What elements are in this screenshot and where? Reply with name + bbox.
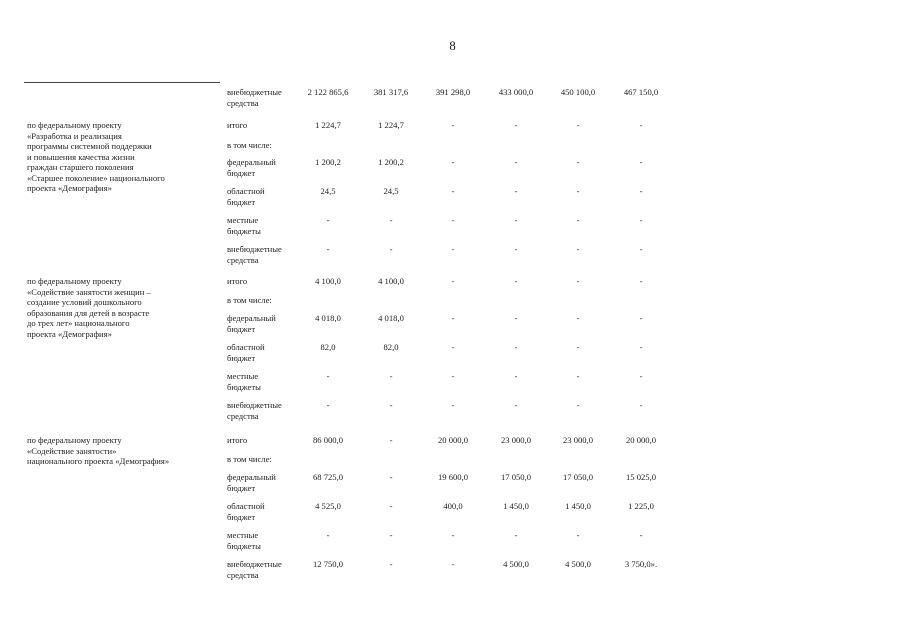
value-cell: 86 000,0 [312,435,344,445]
value-cell: - [326,244,330,254]
value-cell: - [639,276,643,286]
value-cell: - [576,371,580,381]
row-label: федеральный бюджет [227,313,276,334]
value-cell: 23 000,0 [562,435,594,445]
value-cell: - [514,244,518,254]
value-cell: - [639,371,643,381]
value-cell: - [514,157,518,167]
value-cell: - [326,530,330,540]
value-cell: 4 100,0 [315,276,341,286]
value-cell: 19 600,0 [437,472,469,482]
value-cell: 12 750,0 [312,559,344,569]
row-label: внебюджетные средства [227,559,282,580]
divider-line [24,82,220,83]
value-cell: 1 450,0 [503,501,529,511]
value-cell: 15 025,0 [625,472,657,482]
row-label: внебюджетные средства [227,244,282,265]
row-label: местные бюджеты [227,371,261,392]
value-cell: 24,5 [320,186,336,196]
value-cell: - [389,400,393,410]
project-description: по федеральному проекту «Содействие занятости» национального проекта «Демография» [27,435,170,466]
value-cell: - [514,186,518,196]
value-cell: 4 018,0 [315,313,341,323]
value-cell: - [326,400,330,410]
value-cell: - [514,215,518,225]
value-cell: - [639,530,643,540]
value-cell: - [451,559,455,569]
value-cell: 3 750,0». [624,559,658,569]
value-cell: - [451,157,455,167]
value-cell: 4 525,0 [315,501,341,511]
value-cell: - [639,400,643,410]
row-label: областной бюджет [227,501,265,522]
value-cell: 4 500,0 [565,559,591,569]
value-cell: 82,0 [320,342,336,352]
row-label: внебюджетные средства [227,400,282,421]
row-label: областной бюджет [227,342,265,363]
row-label: местные бюджеты [227,215,261,236]
value-cell: 4 100,0 [378,276,404,286]
value-cell: 23 000,0 [500,435,532,445]
value-cell: 24,5 [383,186,399,196]
value-cell: 20 000,0 [625,435,657,445]
row-label: в том числе: [227,454,272,464]
row-label: итого [227,276,248,286]
value-cell: - [389,244,393,254]
value-cell: - [576,313,580,323]
row-label: в том числе: [227,140,272,150]
value-cell: 68 725,0 [312,472,344,482]
row-label: в том числе: [227,295,272,305]
value-cell: - [514,120,518,130]
value-cell: - [576,120,580,130]
value-cell: - [389,435,393,445]
value-cell: - [576,342,580,352]
row-label: федеральный бюджет [227,157,276,178]
value-cell: - [639,157,643,167]
value-cell: 450 100,0 [560,87,596,97]
value-cell: - [514,371,518,381]
value-cell: 400,0 [443,501,463,511]
page-number: 8 [449,38,456,53]
value-cell: 4 500,0 [503,559,529,569]
value-cell: - [576,244,580,254]
value-cell: 17 050,0 [562,472,594,482]
row-label: федеральный бюджет [227,472,276,493]
value-cell: - [639,215,643,225]
value-cell: - [389,371,393,381]
value-cell: - [514,530,518,540]
value-cell: - [576,400,580,410]
value-cell: - [639,313,643,323]
value-cell: - [326,371,330,381]
value-cell: 1 225,0 [628,501,654,511]
value-cell: 1 224,7 [315,120,341,130]
value-cell: - [451,530,455,540]
value-cell: 20 000,0 [437,435,469,445]
value-cell: - [639,342,643,352]
value-cell: 1 224,7 [378,120,404,130]
value-cell: - [389,215,393,225]
value-cell: - [639,120,643,130]
value-cell: - [639,244,643,254]
value-cell: - [514,342,518,352]
value-cell: - [451,244,455,254]
value-cell: - [389,501,393,511]
value-cell: - [576,276,580,286]
value-cell: 4 018,0 [378,313,404,323]
value-cell: - [451,400,455,410]
value-cell: 1 200,2 [315,157,341,167]
row-label: внебюджетные средства [227,87,282,108]
value-cell: - [639,186,643,196]
value-cell: - [576,530,580,540]
value-cell: 1 450,0 [565,501,591,511]
value-cell: 381 317,6 [373,87,409,97]
value-cell: 82,0 [383,342,399,352]
value-cell: 17 050,0 [500,472,532,482]
project-description: по федеральному проекту «Разработка и реализация программы системной поддержки и повышения качества жизни граждан старшего поколения «Старшее поколение» национального проекта «Демография» [27,120,165,193]
project-description: по федеральному проекту «Содействие занятости женщин – создание условий дошкольного образования для детей в возрасте до трех лет» национального проекта «Демография» [27,276,151,339]
row-label: местные бюджеты [227,530,261,551]
value-cell: - [389,472,393,482]
value-cell: - [451,342,455,352]
value-cell: 467 150,0 [623,87,659,97]
value-cell: 1 200,2 [378,157,404,167]
value-cell: - [451,313,455,323]
value-cell: 433 000,0 [498,87,534,97]
value-cell: - [514,313,518,323]
value-cell: - [326,215,330,225]
value-cell: 2 122 865,6 [307,87,349,97]
value-cell: 391 298,0 [435,87,471,97]
value-cell: - [576,157,580,167]
row-label: итого [227,120,248,130]
row-label: итого [227,435,248,445]
value-cell: - [576,186,580,196]
value-cell: - [451,215,455,225]
value-cell: - [389,530,393,540]
value-cell: - [514,276,518,286]
value-cell: - [451,371,455,381]
value-cell: - [451,276,455,286]
value-cell: - [389,559,393,569]
value-cell: - [576,215,580,225]
row-label: областной бюджет [227,186,265,207]
value-cell: - [514,400,518,410]
value-cell: - [451,120,455,130]
value-cell: - [451,186,455,196]
